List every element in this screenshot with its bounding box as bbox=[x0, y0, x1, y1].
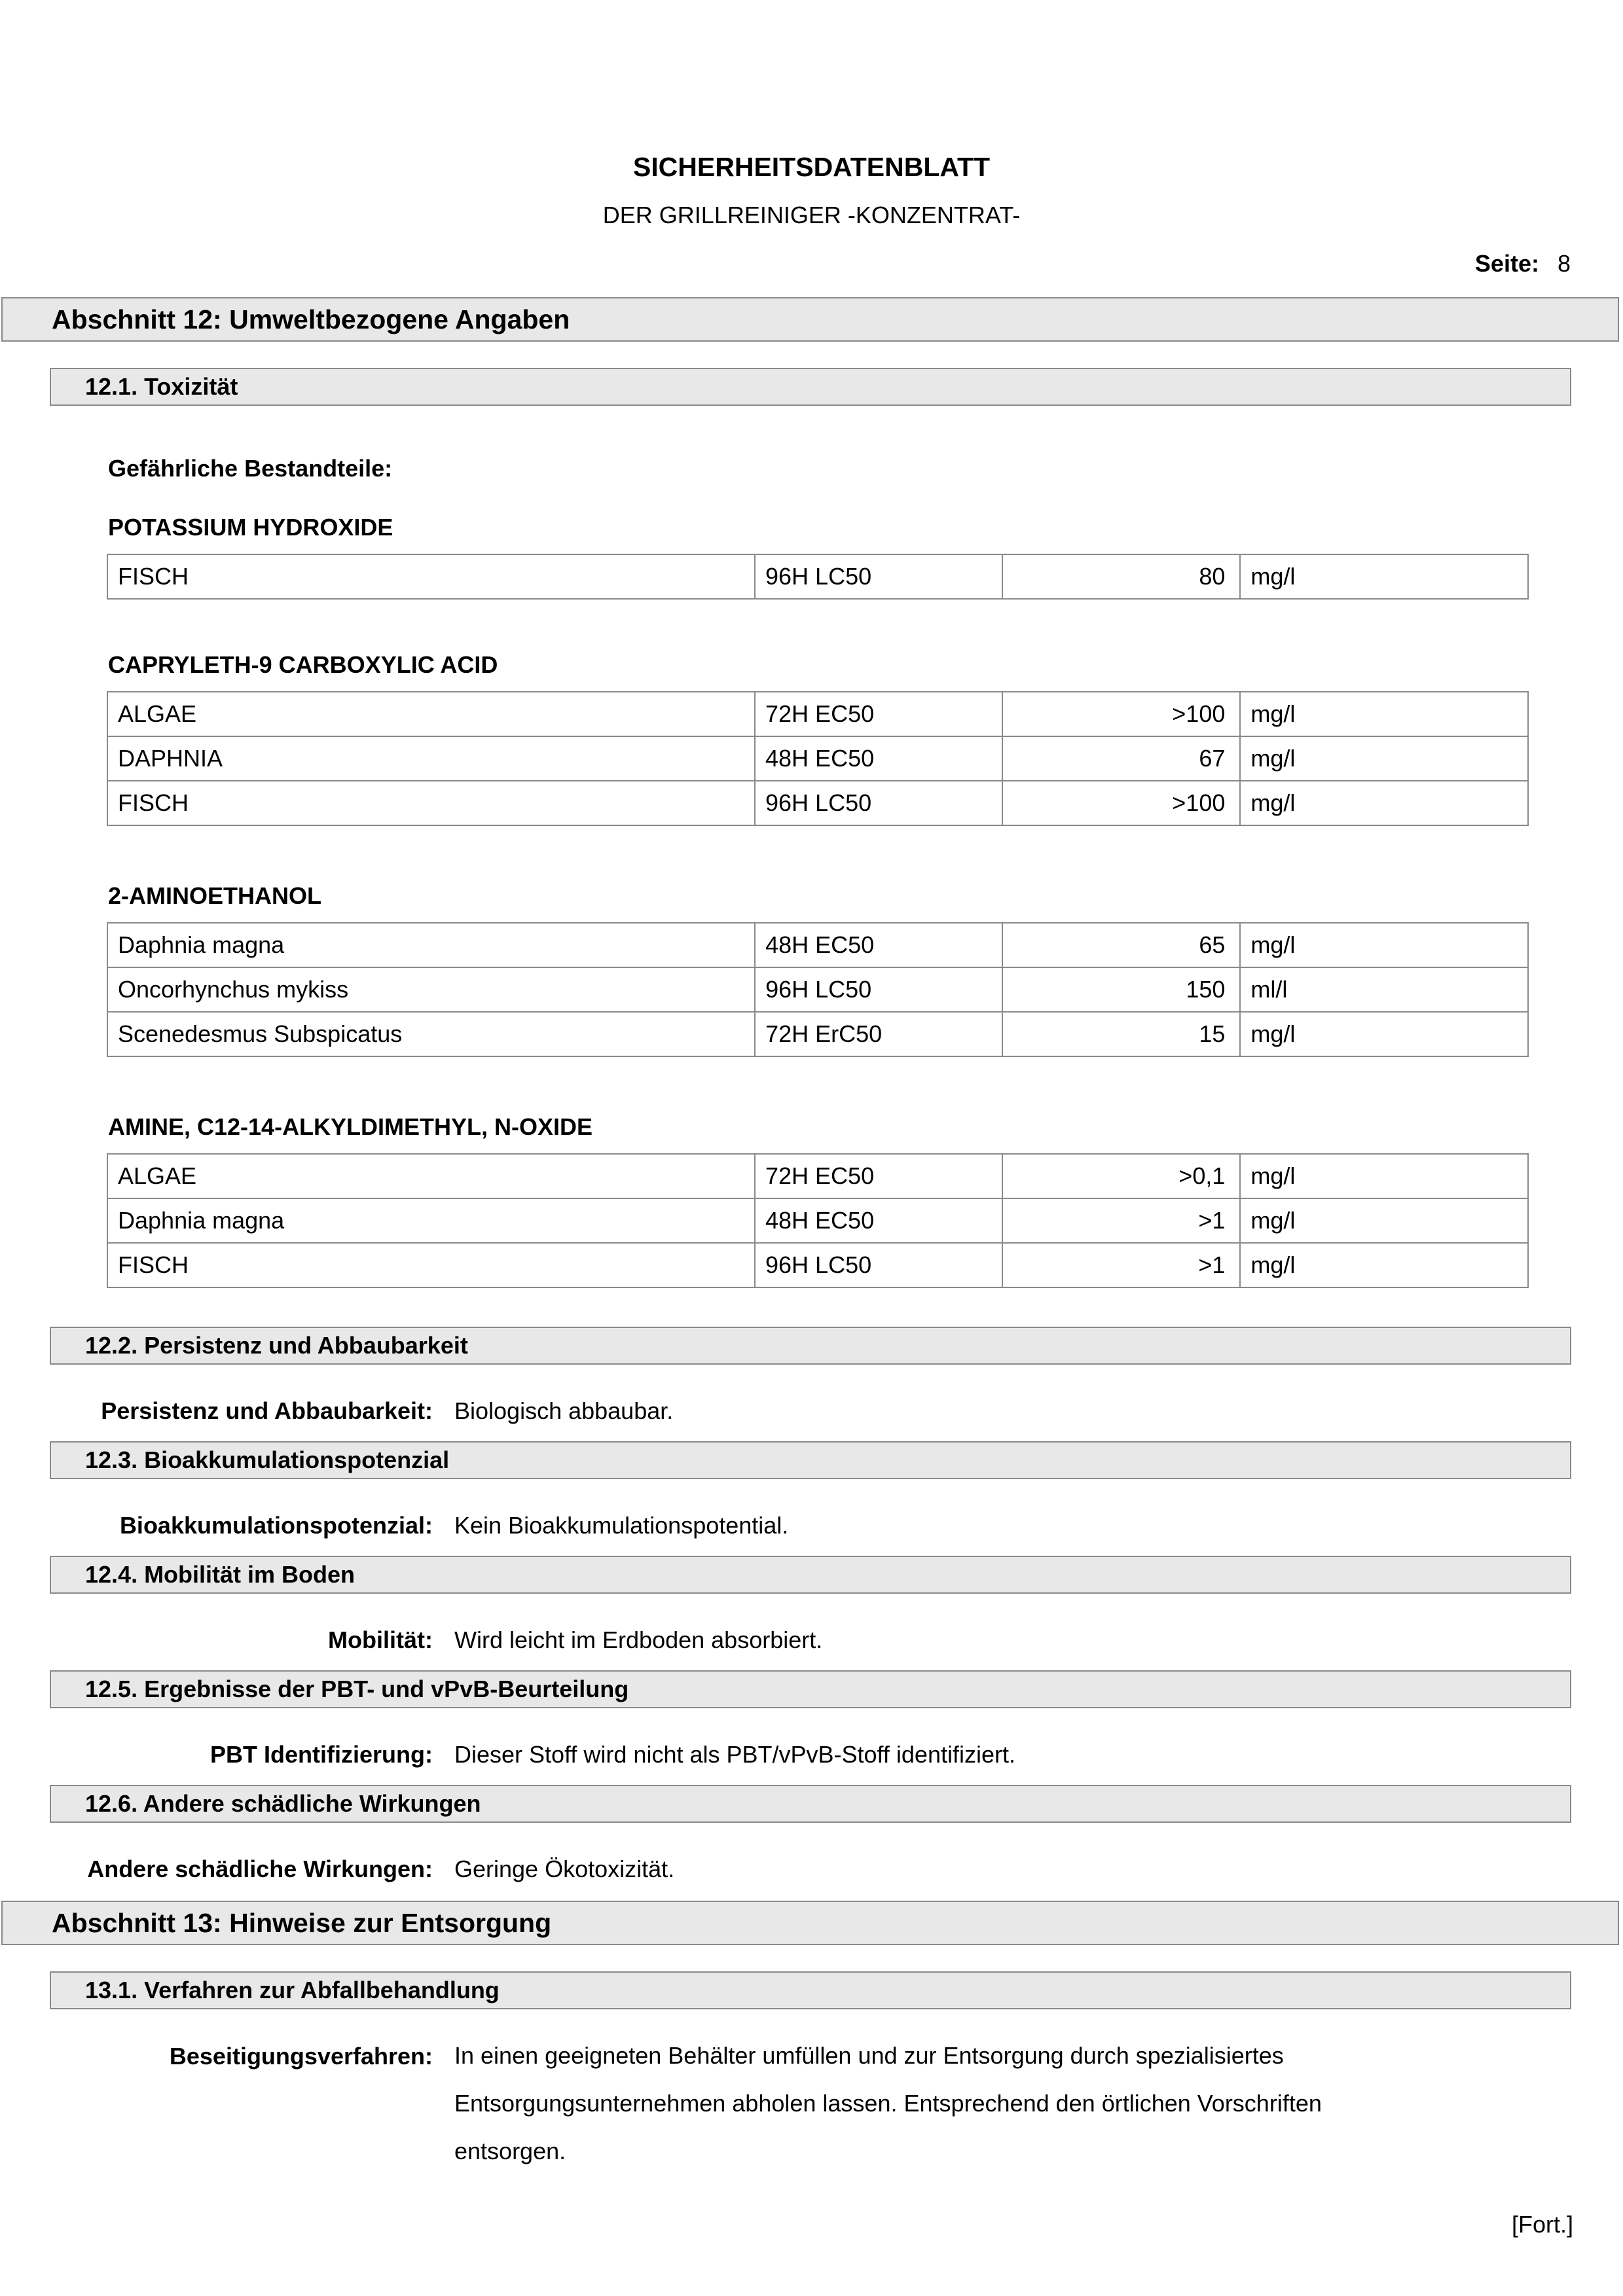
unit-cell: mg/l bbox=[1240, 1198, 1528, 1243]
unit-cell: mg/l bbox=[1240, 1154, 1528, 1198]
value-cell: 65 bbox=[1002, 923, 1241, 967]
test-cell: 48H EC50 bbox=[755, 923, 1002, 967]
value-cell: >1 bbox=[1002, 1198, 1241, 1243]
mobility-value: Wird leicht im Erdboden absorbiert. bbox=[454, 1626, 823, 1653]
disposal-line: Entsorgungsunternehmen abholen lassen. Entsprechend den örtlichen Vorschriften bbox=[454, 2090, 1322, 2117]
organism-cell: ALGAE bbox=[107, 692, 755, 736]
organism-cell: Daphnia magna bbox=[107, 923, 755, 967]
toxicity-table bbox=[107, 691, 1529, 826]
mobility-label: Mobilität: bbox=[328, 1626, 433, 1653]
continued-marker: [Fort.] bbox=[1511, 2211, 1573, 2238]
page-indicator bbox=[1475, 250, 1571, 278]
disposal-line: entsorgen. bbox=[454, 2138, 566, 2164]
organism-cell: DAPHNIA bbox=[107, 736, 755, 781]
table-row bbox=[107, 1154, 1528, 1198]
test-cell: 72H EC50 bbox=[755, 692, 1002, 736]
unit-cell: mg/l bbox=[1240, 1012, 1528, 1056]
unit-cell: mg/l bbox=[1240, 736, 1528, 781]
other-effects-value: Geringe Ökotoxizität. bbox=[454, 1856, 675, 1882]
unit-cell: mg/l bbox=[1240, 1243, 1528, 1287]
test-cell: 72H EC50 bbox=[755, 1154, 1002, 1198]
hazardous-components-label: Gefährliche Bestandteile: bbox=[108, 455, 393, 482]
toxicity-table bbox=[107, 554, 1529, 600]
table-row bbox=[107, 692, 1528, 736]
bioaccumulation-value: Kein Bioakkumulationspotential. bbox=[454, 1512, 789, 1539]
table-row bbox=[107, 554, 1528, 599]
page-number: 8 bbox=[1557, 250, 1571, 277]
substance-name: AMINE, C12-14-ALKYLDIMETHYL, N-OXIDE bbox=[108, 1113, 593, 1140]
value-cell: >0,1 bbox=[1002, 1154, 1241, 1198]
value-cell: >100 bbox=[1002, 692, 1241, 736]
organism-cell: Scenedesmus Subspicatus bbox=[107, 1012, 755, 1056]
subsection-12-1-header: 12.1. Toxizität bbox=[50, 368, 1571, 406]
test-cell: 72H ErC50 bbox=[755, 1012, 1002, 1056]
substance-name: 2-AMINOETHANOL bbox=[108, 882, 321, 909]
other-effects-label: Andere schädliche Wirkungen: bbox=[87, 1856, 433, 1882]
value-cell: 150 bbox=[1002, 967, 1241, 1012]
table-row bbox=[107, 1198, 1528, 1243]
table-row bbox=[107, 781, 1528, 825]
page-label: Seite: bbox=[1474, 250, 1539, 277]
test-cell: 48H EC50 bbox=[755, 736, 1002, 781]
unit-cell: mg/l bbox=[1240, 781, 1528, 825]
substance-name: CAPRYLETH-9 CARBOXYLIC ACID bbox=[108, 651, 498, 678]
document-title: SICHERHEITSDATENBLATT bbox=[632, 152, 991, 182]
unit-cell: mg/l bbox=[1240, 692, 1528, 736]
table-row bbox=[107, 736, 1528, 781]
organism-cell: FISCH bbox=[107, 781, 755, 825]
subsection-12-2-header: 12.2. Persistenz und Abbaubarkeit bbox=[50, 1327, 1571, 1365]
persistence-label: Persistenz und Abbaubarkeit: bbox=[101, 1397, 433, 1424]
organism-cell: Oncorhynchus mykiss bbox=[107, 967, 755, 1012]
test-cell: 96H LC50 bbox=[755, 967, 1002, 1012]
table-row bbox=[107, 923, 1528, 967]
subsection-12-4-header: 12.4. Mobilität im Boden bbox=[50, 1556, 1571, 1594]
subsection-12-5-header: 12.5. Ergebnisse der PBT- und vPvB-Beurteilung bbox=[50, 1670, 1571, 1708]
test-cell: 96H LC50 bbox=[755, 781, 1002, 825]
test-cell: 48H EC50 bbox=[755, 1198, 1002, 1243]
organism-cell: ALGAE bbox=[107, 1154, 755, 1198]
table-row bbox=[107, 1012, 1528, 1056]
subsection-12-3-header: 12.3. Bioakkumulationspotenzial bbox=[50, 1441, 1571, 1479]
table-row bbox=[107, 1243, 1528, 1287]
pbt-value: Dieser Stoff wird nicht als PBT/vPvB-Stoff identifiziert. bbox=[454, 1741, 1015, 1768]
subsection-13-1-header: 13.1. Verfahren zur Abfallbehandlung bbox=[50, 1971, 1571, 2009]
toxicity-table bbox=[107, 922, 1529, 1057]
product-name: DER GRILLREINIGER -KONZENTRAT- bbox=[602, 202, 1021, 228]
value-cell: 15 bbox=[1002, 1012, 1241, 1056]
value-cell: >1 bbox=[1002, 1243, 1241, 1287]
test-cell: 96H LC50 bbox=[755, 1243, 1002, 1287]
subsection-12-6-header: 12.6. Andere schädliche Wirkungen bbox=[50, 1785, 1571, 1823]
substance-name: POTASSIUM HYDROXIDE bbox=[108, 514, 393, 541]
value-cell: 67 bbox=[1002, 736, 1241, 781]
disposal-method-label: Beseitigungsverfahren: bbox=[169, 2043, 433, 2070]
section-13-header: Abschnitt 13: Hinweise zur Entsorgung bbox=[1, 1901, 1619, 1945]
organism-cell: FISCH bbox=[107, 554, 755, 599]
unit-cell: mg/l bbox=[1240, 923, 1528, 967]
bioaccumulation-label: Bioakkumulationspotenzial: bbox=[119, 1512, 433, 1539]
toxicity-table bbox=[107, 1153, 1529, 1288]
disposal-method-value bbox=[454, 2032, 1436, 2175]
persistence-value: Biologisch abbaubar. bbox=[454, 1397, 674, 1424]
organism-cell: FISCH bbox=[107, 1243, 755, 1287]
organism-cell: Daphnia magna bbox=[107, 1198, 755, 1243]
unit-cell: mg/l bbox=[1240, 554, 1528, 599]
value-cell: >100 bbox=[1002, 781, 1241, 825]
table-row bbox=[107, 967, 1528, 1012]
unit-cell: ml/l bbox=[1240, 967, 1528, 1012]
disposal-line: In einen geeigneten Behälter umfüllen und zur Entsorgung durch spezialisiertes bbox=[454, 2042, 1284, 2069]
pbt-label: PBT Identifizierung: bbox=[210, 1741, 433, 1768]
value-cell: 80 bbox=[1002, 554, 1241, 599]
test-cell: 96H LC50 bbox=[755, 554, 1002, 599]
section-12-header: Abschnitt 12: Umweltbezogene Angaben bbox=[1, 297, 1619, 342]
